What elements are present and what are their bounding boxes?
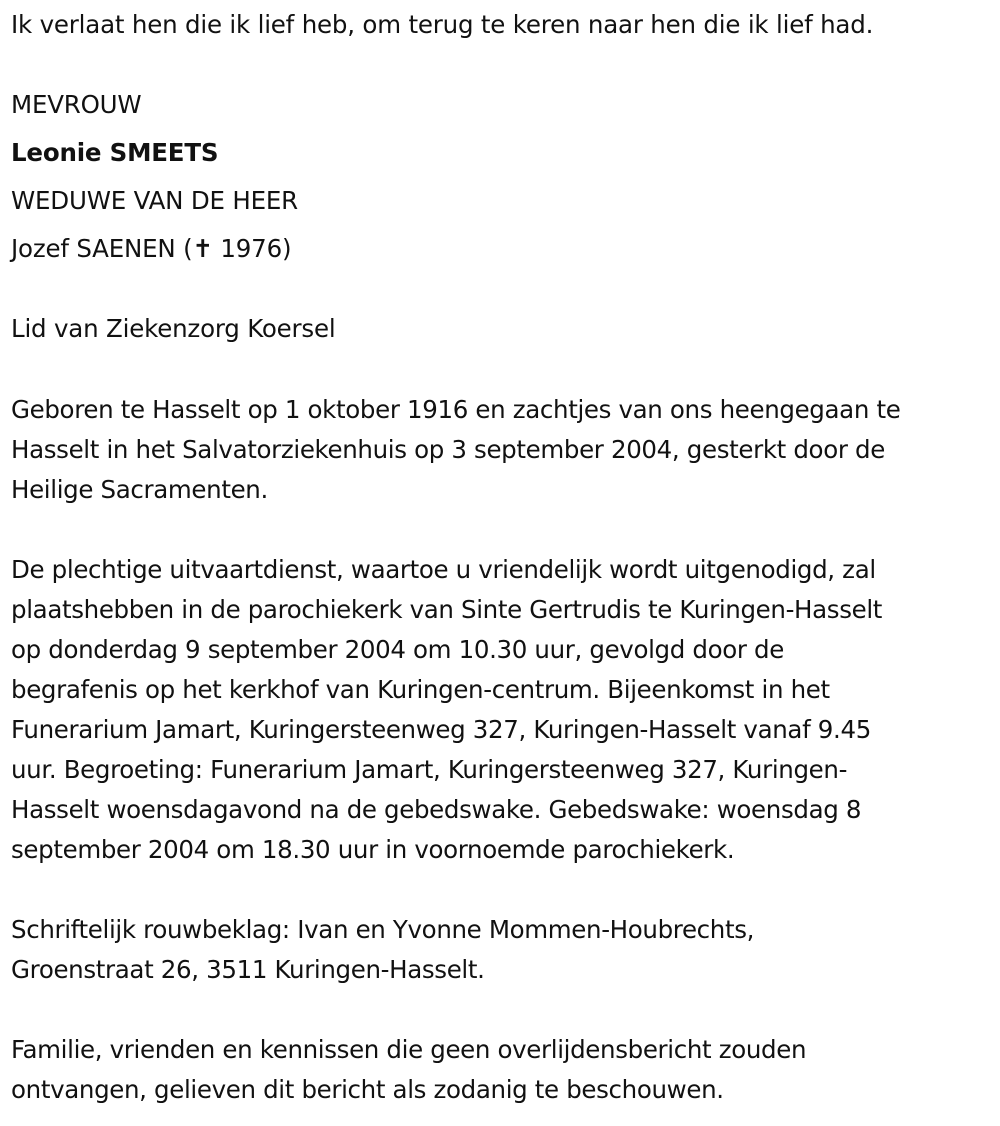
paragraph-line: Hasselt woensdagavond na de gebedswake. Gebedswake: woensdag 8	[11, 795, 862, 824]
relation-line: WEDUWE VAN DE HEER	[11, 186, 299, 215]
paragraph-line: plaatshebben in de parochiekerk van Sinte Gertrudis te Kuringen-Hasselt	[11, 595, 883, 624]
paragraph-line: Hasselt in het Salvatorziekenhuis op 3 september 2004, gesterkt door de	[11, 435, 885, 464]
paragraph-line: Geboren te Hasselt op 1 oktober 1916 en zachtjes van ons heengegaan te	[11, 395, 901, 424]
paragraph-line: Heilige Sacramenten.	[11, 475, 268, 504]
notice-paragraph	[11, 1030, 991, 1110]
spouse-line: Jozef SAENEN (✝ 1976)	[11, 234, 292, 263]
condolences-paragraph	[11, 910, 991, 990]
paragraph-line: ontvangen, gelieven dit bericht als zodanig te beschouwen.	[11, 1075, 724, 1104]
membership-line: Lid van Ziekenzorg Koersel	[11, 314, 336, 343]
paragraph-line: Groenstraat 26, 3511 Kuringen-Hasselt.	[11, 955, 485, 984]
paragraph-line: op donderdag 9 september 2004 om 10.30 uur, gevolgd door de	[11, 635, 784, 664]
paragraph-line: Funerarium Jamart, Kuringersteenweg 327, Kuringen-Hasselt vanaf 9.45	[11, 715, 871, 744]
paragraph-line: Familie, vrienden en kennissen die geen overlijdensbericht zouden	[11, 1035, 807, 1064]
title-line: MEVROUW	[11, 90, 142, 119]
deceased-name: Leonie SMEETS	[11, 138, 219, 167]
paragraph-line: begrafenis op het kerkhof van Kuringen-centrum. Bijeenkomst in het	[11, 675, 830, 704]
paragraph-line: september 2004 om 18.30 uur in voornoemde parochiekerk.	[11, 835, 735, 864]
birth-death-paragraph	[11, 390, 991, 510]
paragraph-line: uur. Begroeting: Funerarium Jamart, Kuringersteenweg 327, Kuringen-	[11, 755, 848, 784]
motto: Ik verlaat hen die ik lief heb, om terug te keren naar hen die ik lief had.	[11, 10, 874, 39]
paragraph-line: De plechtige uitvaartdienst, waartoe u vriendelijk wordt uitgenodigd, zal	[11, 555, 876, 584]
funeral-paragraph	[11, 550, 991, 870]
paragraph-line: Schriftelijk rouwbeklag: Ivan en Yvonne Mommen-Houbrechts,	[11, 915, 755, 944]
